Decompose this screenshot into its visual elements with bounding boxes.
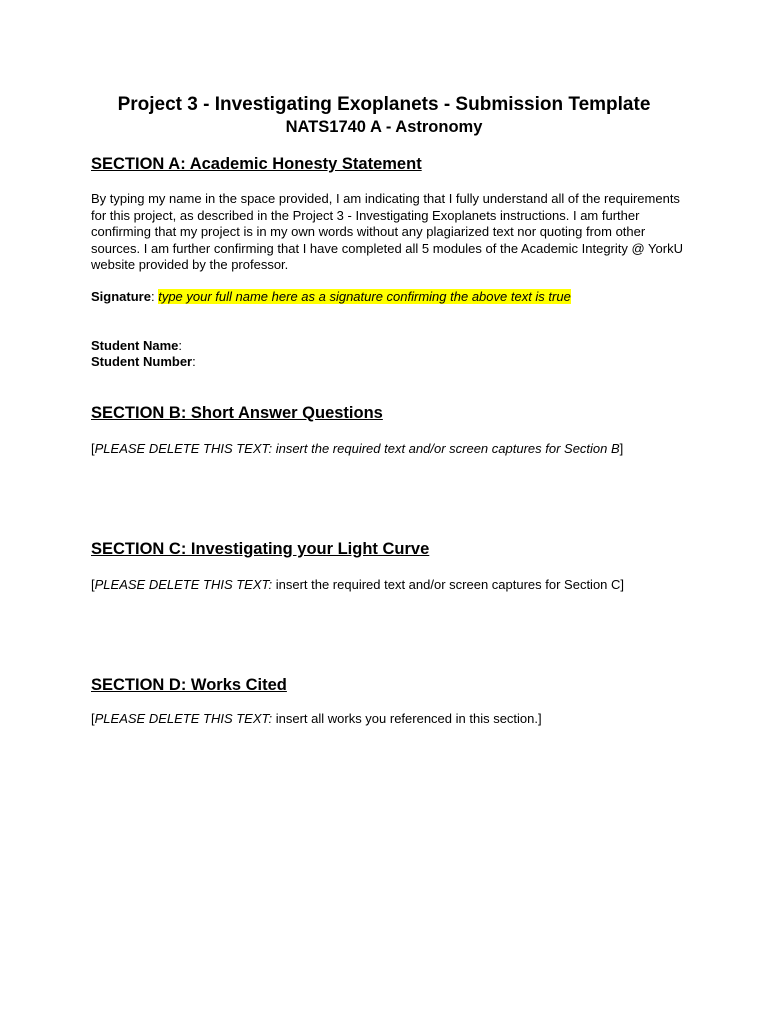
section-b-close-bracket: ] — [619, 441, 624, 456]
section-b-note — [91, 441, 623, 457]
section-d-note-plain: insert all works you referenced in this section.] — [272, 711, 542, 726]
student-name-label: Student Name — [91, 338, 179, 353]
student-number-label: Student Number — [91, 354, 193, 369]
student-number-line — [91, 354, 196, 370]
honesty-statement: By typing my name in the space provided, I am indicating that I fully understand all of the requirements for this project, as described in the Project 3 - Investigating Exoplanets instructions. I am further confirming that my project is in my own words without any plagiarized text nor quoting from other sources. I am further confirming that I have completed all 5 modules of the Academic Integrity @ YorkU website provided by the professor. — [91, 191, 683, 272]
student-name-line — [91, 338, 182, 354]
section-c-note-italic: PLEASE DELETE THIS TEXT: — [94, 577, 273, 592]
section-d-open-bracket: [ — [91, 711, 95, 726]
section-a-heading: SECTION A: Academic Honesty Statement — [91, 155, 422, 173]
student-number-colon: : — [192, 354, 196, 369]
section-d-note — [91, 711, 542, 727]
document-subtitle: NATS1740 A - Astronomy — [285, 118, 483, 136]
section-d-heading: SECTION D: Works Cited — [91, 676, 287, 694]
section-c-note — [91, 577, 624, 593]
student-name-colon: : — [178, 338, 183, 353]
section-b-open-bracket: [ — [91, 441, 95, 456]
document-title: Project 3 - Investigating Exoplanets - Submission Template — [117, 94, 651, 115]
signature-line — [91, 289, 571, 305]
section-b-note-italic: PLEASE DELETE THIS TEXT: insert the required text and/or screen captures for Section B — [94, 441, 620, 456]
signature-label: Signature — [91, 289, 151, 304]
section-c-note-plain: insert the required text and/or screen captures for Section C] — [272, 577, 625, 592]
signature-field[interactable]: type your full name here as a signature confirming the above text is true — [158, 289, 571, 304]
signature-separator: : — [150, 289, 159, 304]
section-c-heading: SECTION C: Investigating your Light Curve — [91, 540, 430, 558]
section-c-open-bracket: [ — [91, 577, 95, 592]
section-d-note-italic: PLEASE DELETE THIS TEXT: — [94, 711, 273, 726]
section-b-heading: SECTION B: Short Answer Questions — [91, 404, 383, 422]
